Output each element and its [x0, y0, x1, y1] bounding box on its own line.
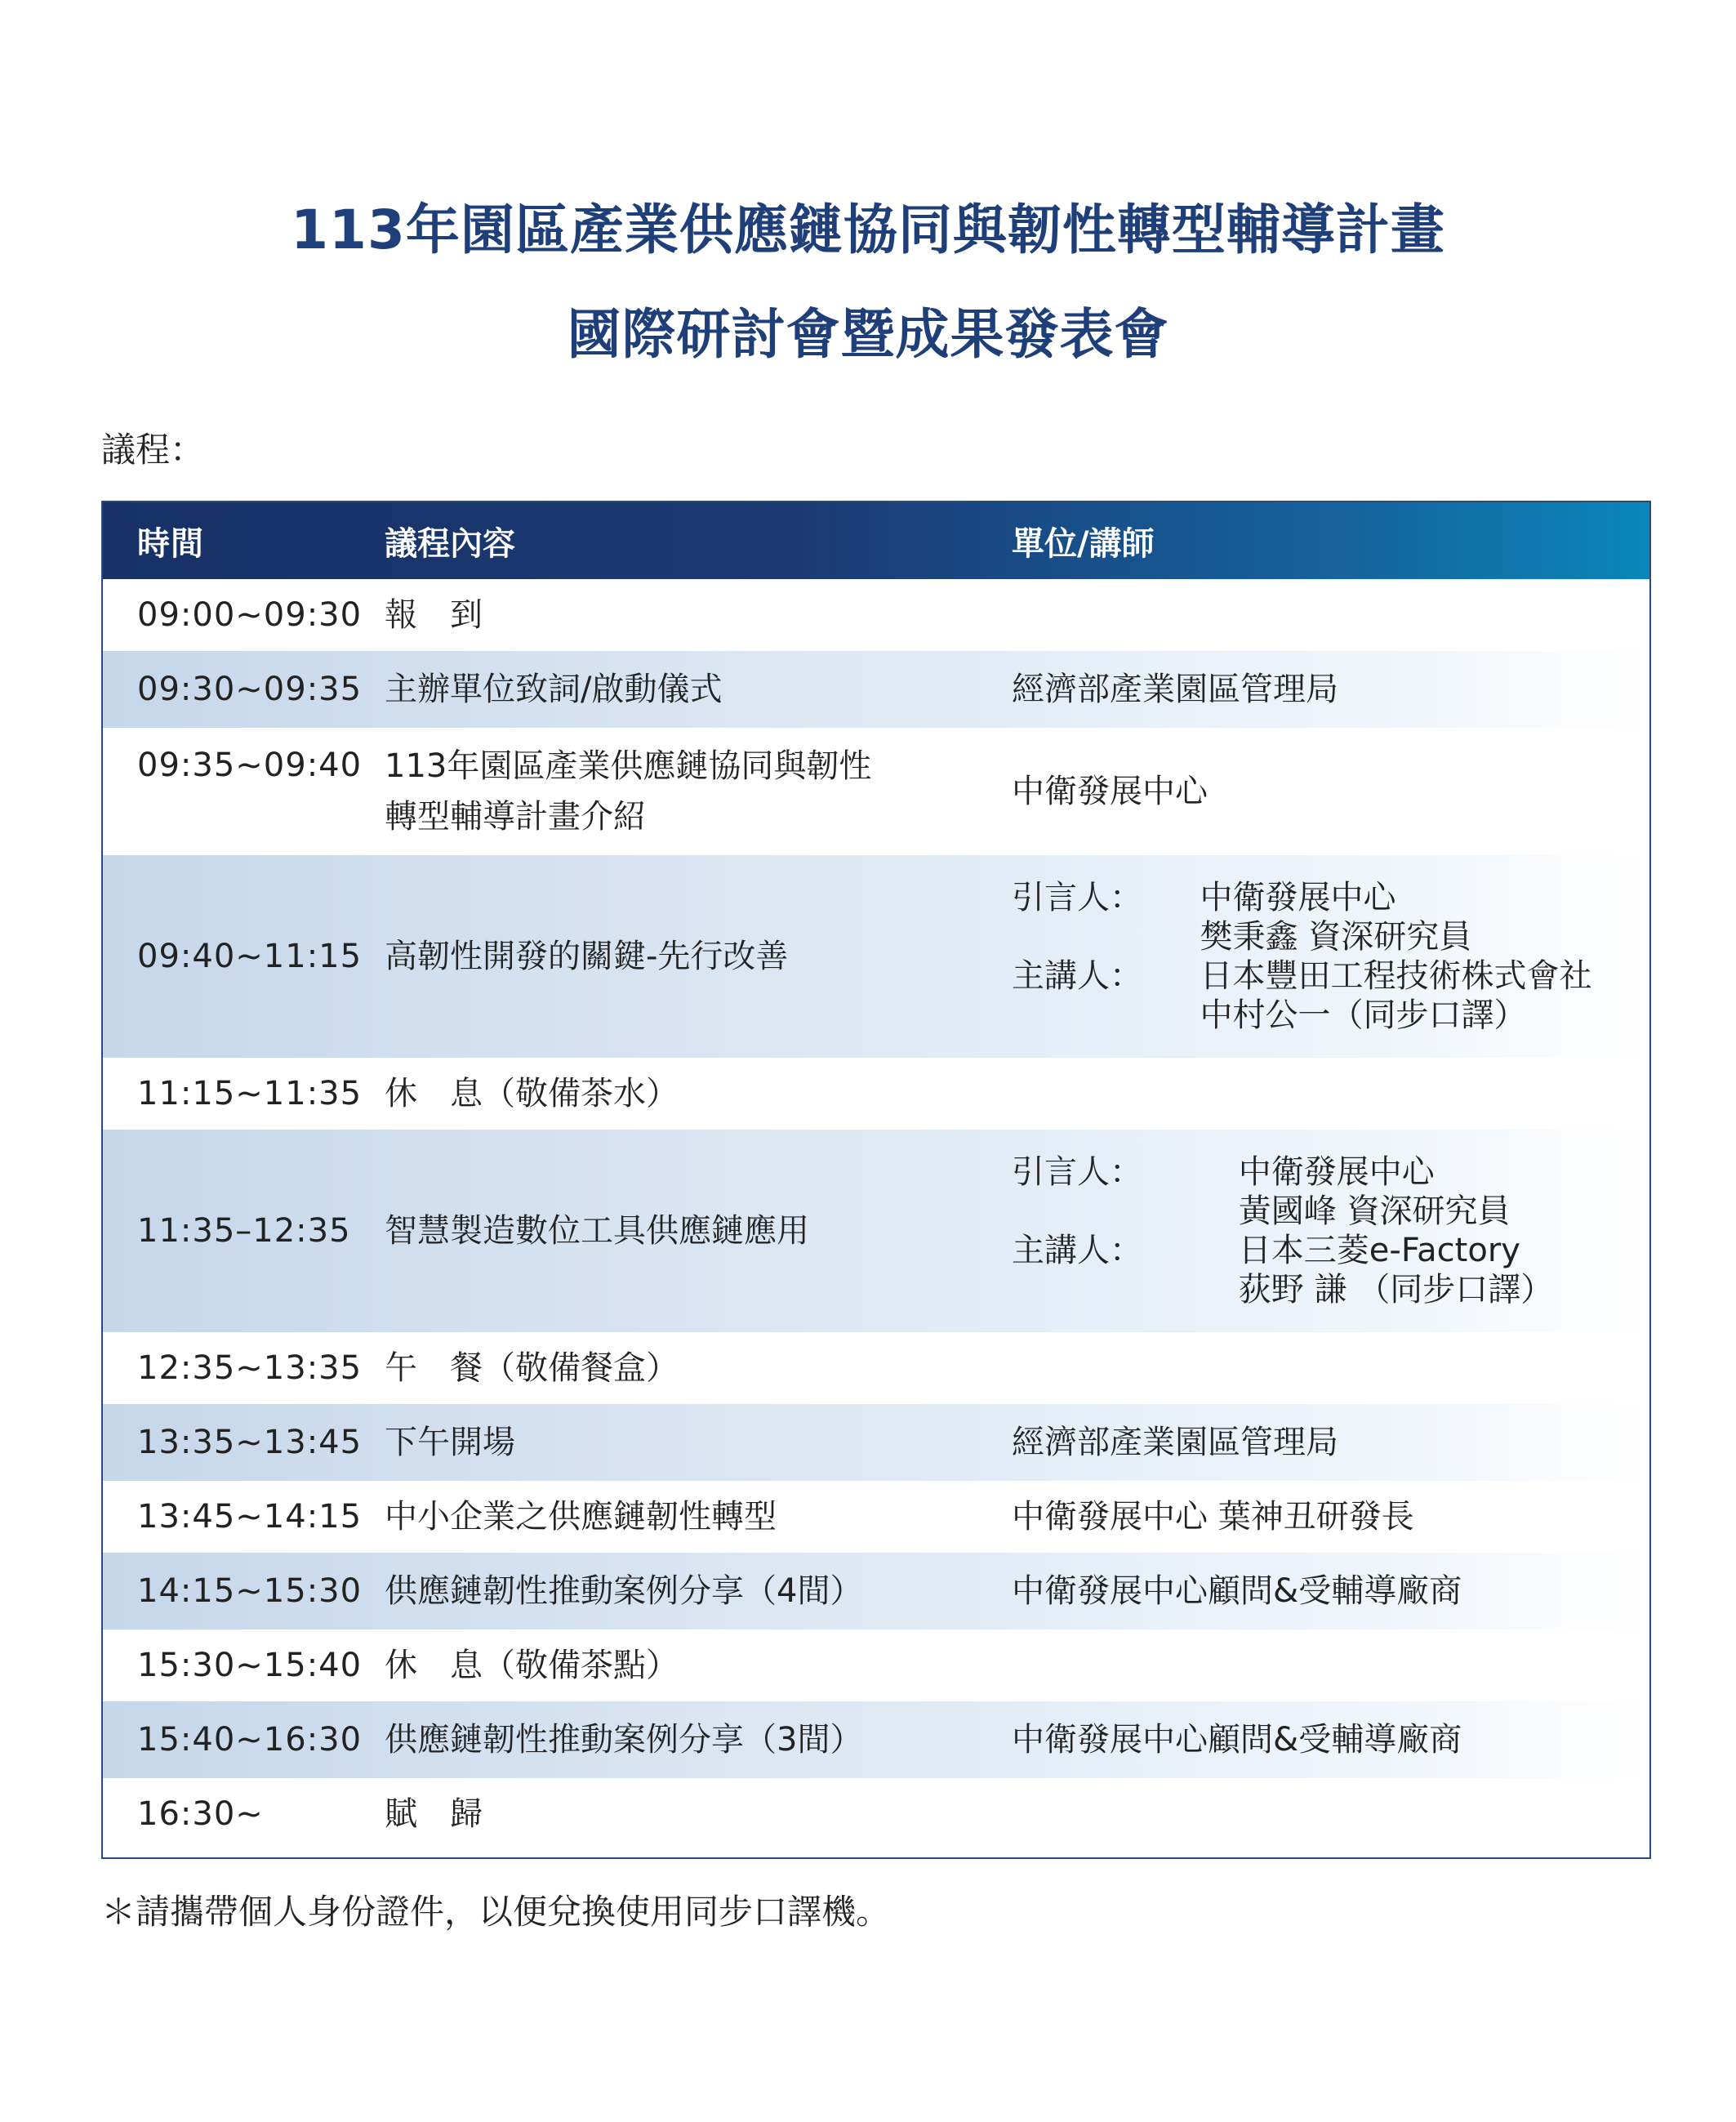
unit-cell	[1012, 1721, 1649, 1759]
unit-line: 中衛發展中心顧問&受輔導廠商	[1012, 1572, 1462, 1610]
topic-cell	[385, 673, 1012, 706]
speaker-role-label	[1012, 1195, 1239, 1228]
topic-cell	[385, 1077, 1012, 1110]
time-cell: 14:15~15:30	[137, 1572, 363, 1610]
time-cell: 09:00~09:30	[137, 596, 363, 634]
time-cell: 16:30~	[137, 1795, 264, 1833]
topic-cell	[385, 1426, 1012, 1459]
topic-cell	[385, 1649, 1012, 1682]
speaker-role-label: 引言人：	[1012, 879, 1142, 916]
topic-line: 高韌性開發的關鍵-先行改善	[385, 938, 789, 975]
speaker-role-label: 引言人：	[1012, 1153, 1142, 1191]
speaker-role-label	[1012, 921, 1200, 953]
topic-cell	[385, 940, 1012, 973]
topic-line: 智慧製造數位工具供應鏈應用	[385, 1212, 809, 1250]
table-row	[103, 1058, 1649, 1130]
speaker-info: 荻野 謙 （同步口譯）	[1238, 1271, 1554, 1308]
agenda-label: 議程：	[101, 430, 205, 470]
time-cell: 15:30~15:40	[137, 1647, 363, 1684]
agenda-table	[101, 501, 1651, 1859]
topic-cell	[385, 1721, 1012, 1759]
column-header-time: 時間	[137, 524, 204, 563]
unit-cell	[1012, 775, 1649, 808]
unit-cell	[1012, 673, 1649, 706]
topic-line: 下午開場	[385, 1424, 515, 1461]
speaker-info: 黃國峰 資深研究員	[1238, 1193, 1511, 1230]
table-row	[103, 855, 1649, 1058]
table-row	[103, 1130, 1649, 1332]
speaker-info: 中衛發展中心	[1238, 1153, 1435, 1191]
topic-cell	[385, 1498, 1012, 1536]
table-row	[103, 1778, 1649, 1850]
table-row	[103, 651, 1649, 728]
footnote: ＊請攜帶個人身份證件，以便兌換使用同步口譯機。	[101, 1892, 891, 1932]
page-title-line-2: 國際研討會暨成果發表會	[567, 303, 1169, 366]
topic-line: 午 餐（敬備餐盒）	[385, 1349, 679, 1387]
unit-line: 中衛發展中心	[1012, 773, 1208, 810]
table-row	[103, 1481, 1649, 1553]
unit-cell	[1012, 1572, 1649, 1610]
topic-line: 休 息（敬備茶點）	[385, 1647, 679, 1684]
unit-line: 中衛發展中心 葉神丑研發長	[1012, 1498, 1414, 1536]
column-header-topic: 議程內容	[385, 524, 515, 563]
topic-line: 休 息（敬備茶水）	[385, 1075, 679, 1112]
time-cell: 13:35~13:45	[137, 1424, 363, 1461]
speaker-info: 樊秉鑫 資深研究員	[1200, 918, 1472, 956]
unit-cell	[1012, 881, 1649, 1032]
topic-line: 供應鏈韌性推動案例分享（3間）	[385, 1721, 863, 1759]
unit-line: 經濟部產業園區管理局	[1012, 671, 1338, 708]
time-cell: 09:40~11:15	[137, 938, 363, 975]
unit-line: 中衛發展中心顧問&受輔導廠商	[1012, 1721, 1462, 1759]
topic-cell	[385, 1795, 1012, 1833]
speaker-info: 日本三菱e-Factory	[1238, 1232, 1520, 1269]
unit-cell	[1012, 1153, 1649, 1308]
topic-cell	[385, 1212, 1012, 1250]
column-header-unit: 單位/講師	[1012, 524, 1155, 563]
table-row	[103, 728, 1649, 855]
time-cell: 09:30~09:35	[137, 671, 363, 708]
topic-line: 主辦單位致詞/啟動儀式	[385, 671, 723, 708]
table-row	[103, 579, 1649, 651]
topic-cell	[385, 596, 1012, 634]
topic-line: 轉型輔導計畫介紹	[385, 798, 646, 836]
table-row	[103, 1701, 1649, 1778]
topic-cell	[385, 747, 1012, 836]
topic-line: 報 到	[385, 596, 483, 634]
speaker-role-label	[1012, 1273, 1239, 1306]
time-cell: 11:15~11:35	[137, 1075, 363, 1112]
table-row	[103, 1404, 1649, 1481]
unit-cell	[1012, 1426, 1649, 1459]
time-cell: 13:45~14:15	[137, 1498, 363, 1536]
topic-cell	[385, 1349, 1012, 1387]
speaker-role-label: 主講人：	[1012, 957, 1142, 995]
speaker-info: 日本豐田工程技術株式會社	[1200, 957, 1592, 995]
table-row	[103, 1332, 1649, 1404]
topic-cell	[385, 1572, 1012, 1610]
topic-line: 中小企業之供應鏈韌性轉型	[385, 1498, 777, 1536]
table-row	[103, 1629, 1649, 1701]
speaker-role-label: 主講人：	[1012, 1232, 1142, 1269]
table-body	[103, 579, 1649, 1850]
time-cell: 09:35~09:40	[137, 747, 363, 784]
unit-line: 經濟部產業園區管理局	[1012, 1424, 1338, 1461]
table-row	[103, 1553, 1649, 1629]
time-cell: 15:40~16:30	[137, 1721, 363, 1759]
topic-line: 供應鏈韌性推動案例分享（4間）	[385, 1572, 863, 1610]
unit-cell	[1012, 1498, 1649, 1536]
time-cell: 11:35–12:35	[137, 1212, 351, 1250]
table-header	[103, 502, 1649, 579]
time-cell: 12:35~13:35	[137, 1349, 363, 1387]
speaker-info: 中衛發展中心	[1200, 879, 1396, 916]
speaker-role-label	[1012, 999, 1200, 1032]
topic-line: 113年園區產業供應鏈協同與韌性	[385, 747, 872, 785]
topic-line: 賦 歸	[385, 1795, 483, 1833]
speaker-info: 中村公一（同步口譯）	[1200, 996, 1527, 1034]
page-title-line-1: 113年園區產業供應鏈協同與韌性轉型輔導計畫	[291, 198, 1445, 261]
